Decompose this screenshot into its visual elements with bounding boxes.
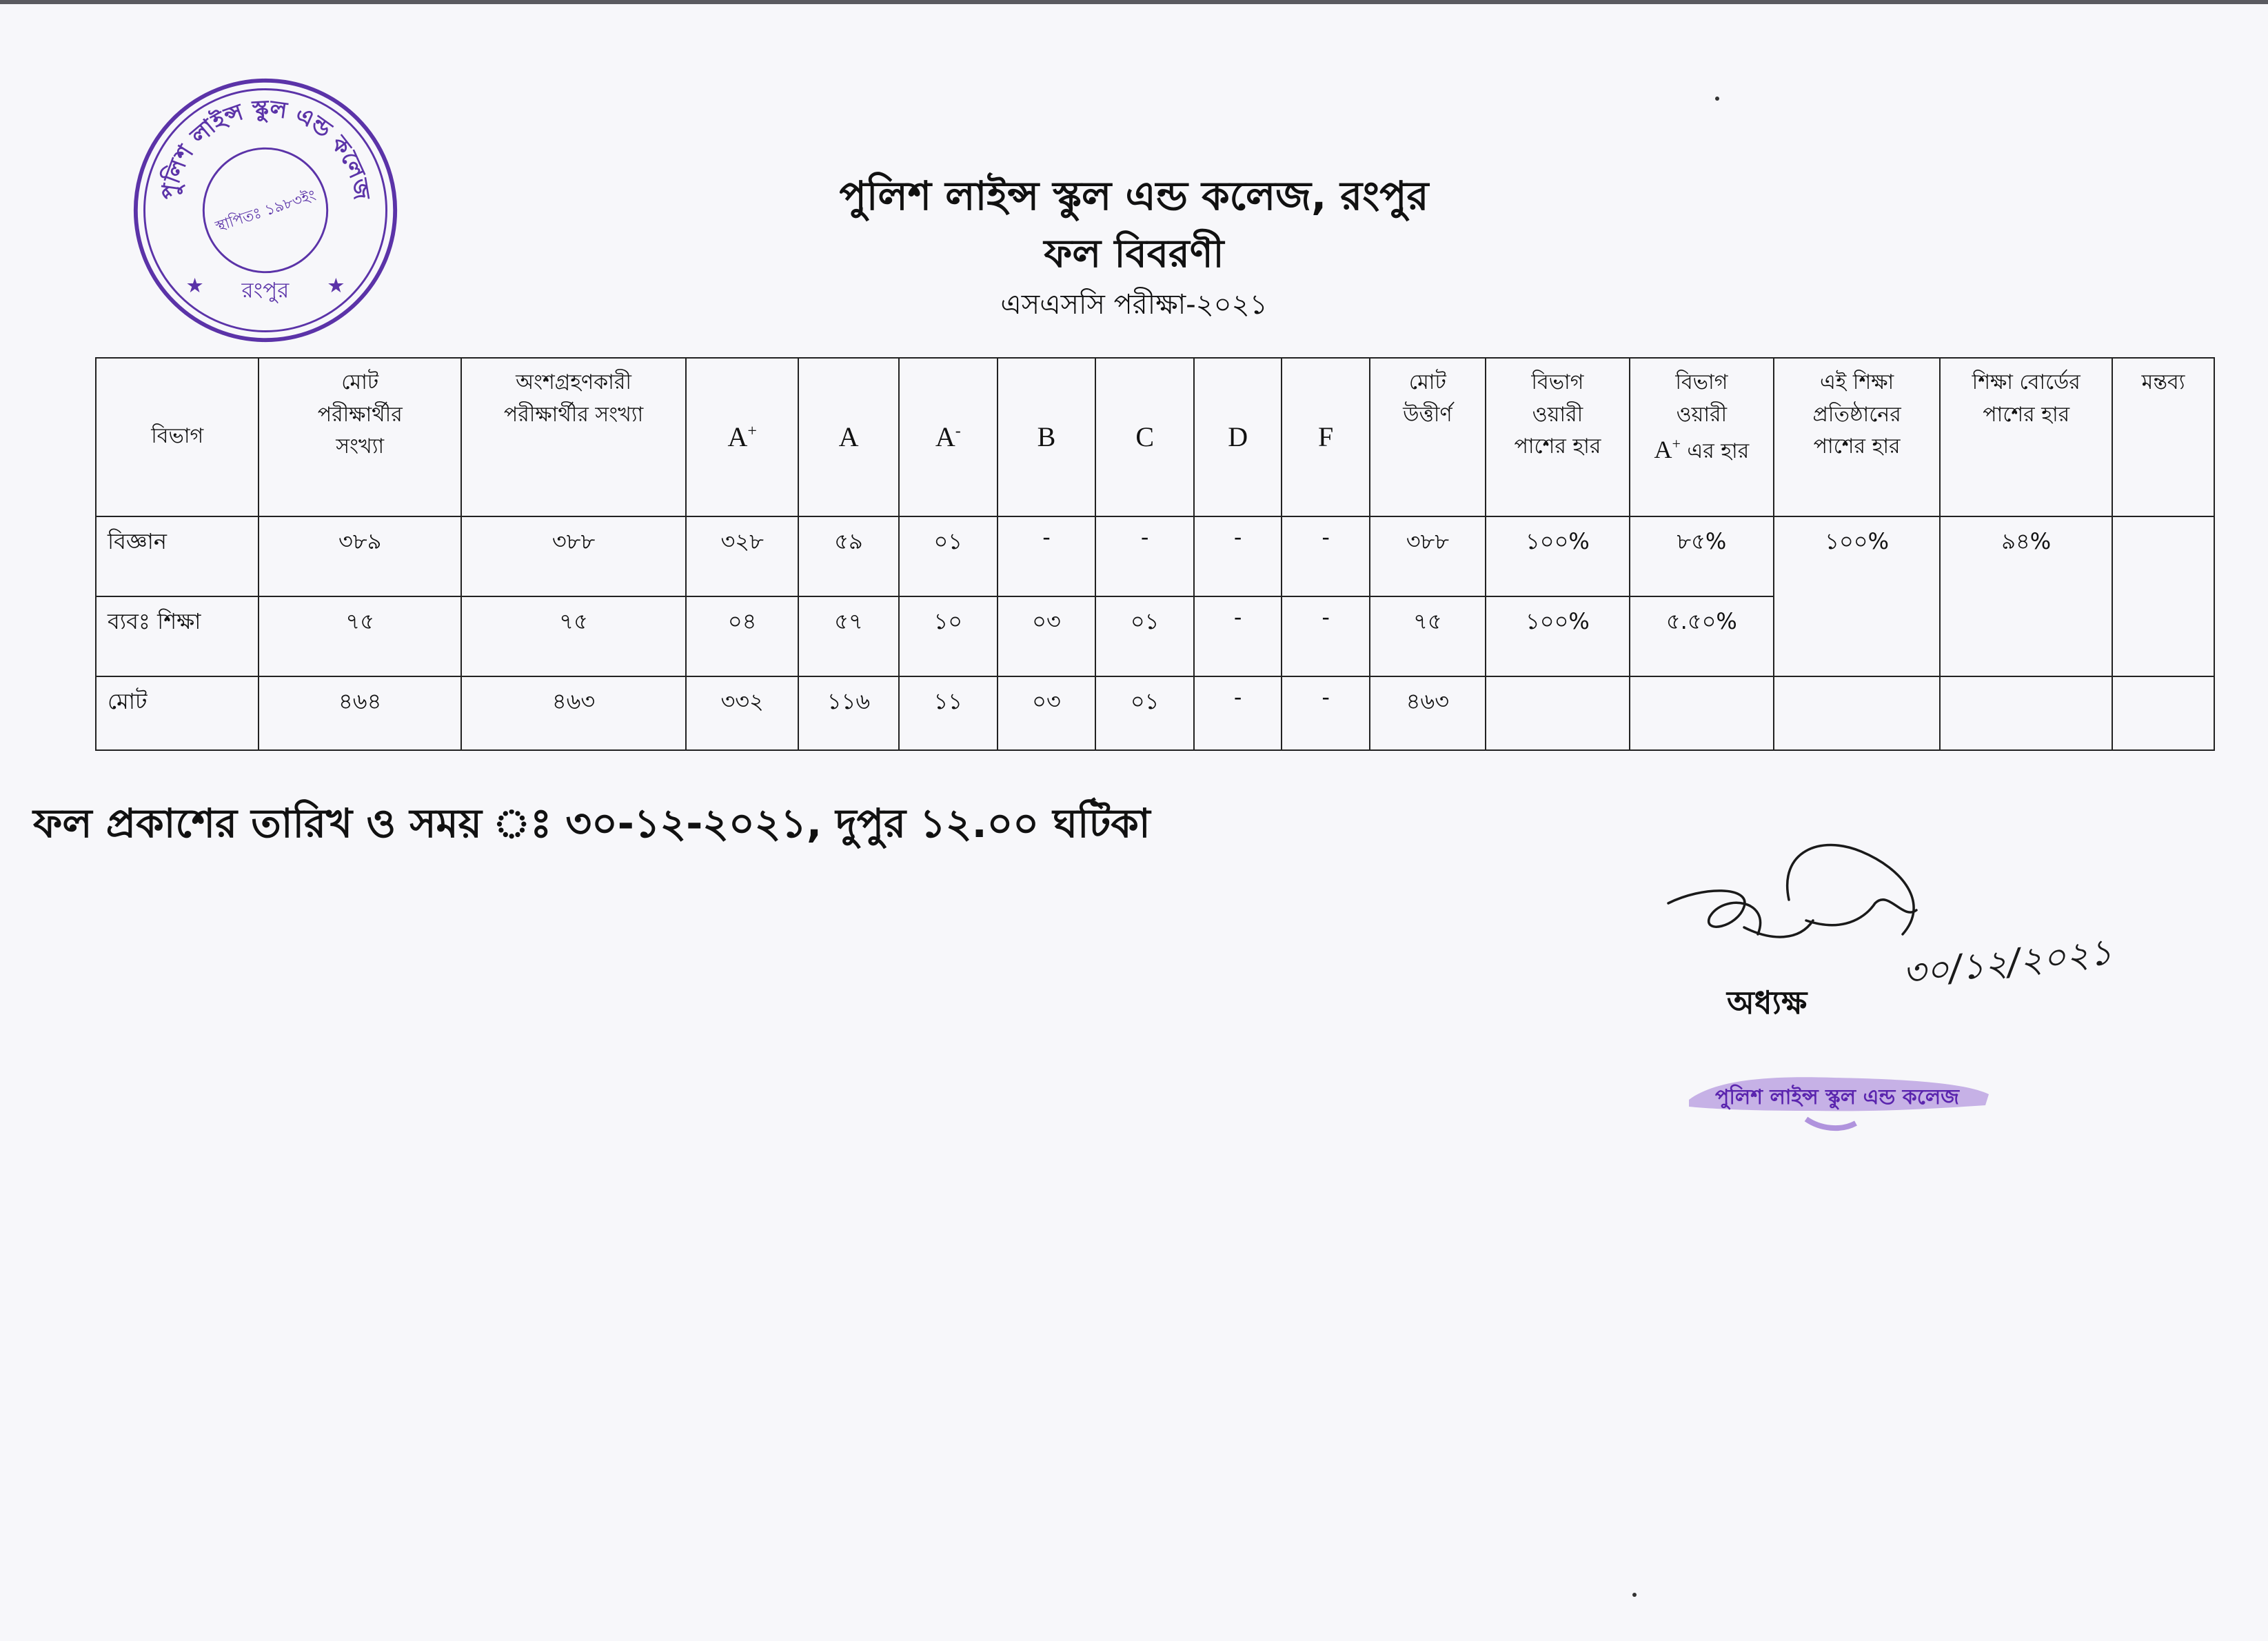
cell-a: ৫৯	[798, 516, 899, 596]
scan-speck	[1632, 1593, 1637, 1597]
cell-c: ০১	[1095, 676, 1194, 750]
cell-b: -	[998, 516, 1096, 596]
cell-institution-pass-rate	[1774, 676, 1941, 750]
document-title: ফল বিবরণী	[1044, 232, 1224, 276]
seal-ring-text: পুলিশ লাইন্স স্কুল এন্ড কলেজ	[155, 94, 376, 202]
col-header-c: C	[1095, 358, 1194, 516]
col-header-institution-pass-rate: এই শিক্ষা প্রতিষ্ঠানের পাশের হার	[1774, 358, 1941, 516]
cell-total: ৪৬৪	[259, 676, 461, 750]
col-header-participants: অংশগ্রহণকারী পরীক্ষার্থীর সংখ্যা	[461, 358, 686, 516]
signatory-title: অধ্যক্ষ	[1727, 984, 1808, 1021]
seal-star-icon: ★	[185, 273, 204, 297]
cell-a-plus-rate: ৮৫%	[1630, 516, 1774, 596]
col-header-f: F	[1282, 358, 1369, 516]
cell-a-minus: ১১	[899, 676, 998, 750]
cell-f: -	[1282, 596, 1369, 676]
cell-a: ১১৬	[798, 676, 899, 750]
cell-b: ০৩	[998, 596, 1096, 676]
cell-participants: ৭৫	[461, 596, 686, 676]
col-header-b: B	[998, 358, 1096, 516]
col-header-dept-pass-rate: বিভাগ ওয়ারী পাশের হার	[1486, 358, 1630, 516]
cell-passed: ৪৬৩	[1370, 676, 1486, 750]
cell-pass-rate: ১০০%	[1486, 596, 1630, 676]
seal-city: রংপুর	[241, 278, 290, 303]
col-header-dept-a-plus-rate: বিভাগ ওয়ারী A+ এর হার	[1630, 358, 1774, 516]
cell-a-plus-rate	[1630, 676, 1774, 750]
cell-pass-rate	[1486, 676, 1630, 750]
cell-department: বিজ্ঞান	[96, 516, 259, 596]
cell-board-pass-rate	[1940, 676, 2112, 750]
col-header-a-plus: A+	[686, 358, 798, 516]
col-header-a-minus: A-	[899, 358, 998, 516]
cell-participants: ৪৬৩	[461, 676, 686, 750]
cell-a: ৫৭	[798, 596, 899, 676]
table-row	[96, 676, 2214, 750]
cell-d: -	[1194, 676, 1282, 750]
signature-date: ৩০/১২/২০২১	[1900, 931, 2114, 995]
col-header-board-pass-rate: শিক্ষা বোর্ডের পাশের হার	[1940, 358, 2112, 516]
cell-remarks	[2112, 676, 2214, 750]
school-name: পুলিশ লাইন্স স্কুল এন্ড কলেজ, রংপুর	[839, 172, 1429, 219]
principal-signature	[1641, 838, 2178, 1045]
cell-f: -	[1282, 516, 1369, 596]
cell-a-minus: ০১	[899, 516, 998, 596]
cell-department: ব্যবঃ শিক্ষা	[96, 596, 259, 676]
cell-board-pass-rate: ৯৪%	[1940, 516, 2112, 676]
cell-d: -	[1194, 516, 1282, 596]
cell-department: মোট	[96, 676, 259, 750]
cell-a-plus: ৩৩২	[686, 676, 798, 750]
cell-passed: ৭৫	[1370, 596, 1486, 676]
stamp-text: পুলিশ লাইন্স স্কুল এন্ড কলেজ	[1714, 1085, 1960, 1109]
cell-d: -	[1194, 596, 1282, 676]
cell-a-plus-rate: ৫.৫০%	[1630, 596, 1774, 676]
cell-a-minus: ১০	[899, 596, 998, 676]
cell-b: ০৩	[998, 676, 1096, 750]
cell-pass-rate: ১০০%	[1486, 516, 1630, 596]
publish-date-time: ফল প্রকাশের তারিখ ও সময় ঃ ৩০-১২-২০২১, দুপুর ১২.০০ ঘটিকা	[33, 800, 1151, 847]
seal-established: স্থাপিতঃ ১৯৮৩ইং	[213, 186, 318, 236]
col-header-d: D	[1194, 358, 1282, 516]
cell-passed: ৩৮৮	[1370, 516, 1486, 596]
col-header-department: বিভাগ	[96, 358, 259, 516]
cell-f: -	[1282, 676, 1369, 750]
cell-total: ৭৫	[259, 596, 461, 676]
cell-a-plus: ০৪	[686, 596, 798, 676]
cell-institution-pass-rate: ১০০%	[1774, 516, 1941, 676]
cell-participants: ৩৮৮	[461, 516, 686, 596]
scan-speck	[1715, 97, 1719, 101]
page-top-edge	[0, 0, 2268, 4]
table-row	[96, 516, 2214, 596]
cell-total: ৩৮৯	[259, 516, 461, 596]
cell-a-plus: ৩২৮	[686, 516, 798, 596]
institution-stamp	[1675, 1051, 1999, 1148]
cell-remarks	[2112, 516, 2214, 676]
col-header-remarks: মন্তব্য	[2112, 358, 2214, 516]
table-header-row	[96, 358, 2214, 516]
cell-c: ০১	[1095, 596, 1194, 676]
col-header-total-passed: মোট উত্তীর্ণ	[1370, 358, 1486, 516]
seal-star-icon: ★	[327, 273, 345, 297]
exam-title: এসএসসি পরীক্ষা-২০২১	[1000, 289, 1268, 321]
result-table	[95, 357, 2215, 751]
col-header-a: A	[798, 358, 899, 516]
col-header-total-examinees: মোট পরীক্ষার্থীর সংখ্যা	[259, 358, 461, 516]
cell-c: -	[1095, 516, 1194, 596]
